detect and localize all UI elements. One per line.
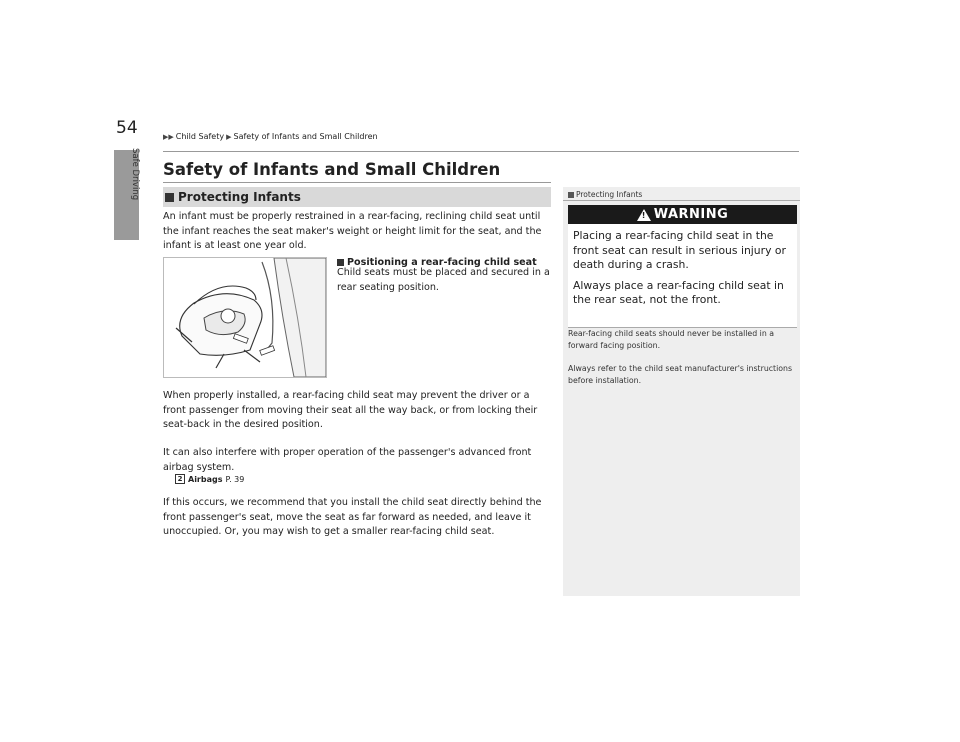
breadcrumb-arrow-icon: ▶ [226, 132, 232, 141]
cross-reference-icon: 2 [175, 474, 185, 484]
page-title: Safety of Infants and Small Children [163, 160, 501, 179]
paragraph-recommendation: If this occurs, we recommend that you install the child seat directly behind the front passenger's seat, move the seat as far forward as needed, and leave it unoccupied. Or, you may wish to get a smaller rear-facing child seat. [163, 497, 542, 537]
side-notes-label-text: Protecting Infants [576, 190, 643, 199]
subsection-heading-text: Positioning a rear-facing child seat [347, 257, 537, 268]
child-seat-illustration [163, 257, 327, 378]
note-forward-facing: Rear-facing child seats should never be installed in a forward facing position. [568, 329, 775, 350]
paragraph-installation: When properly installed, a rear-facing child seat may prevent the driver or a front passenger from moving their seat all the way back, or from locking their seat-back in the desired position. [163, 390, 538, 430]
paragraph-airbag: It can also interfere with proper operation of the passenger's advanced front airbag system. [163, 447, 532, 473]
intro-paragraph: An infant must be properly restrained in a rear-facing, reclining child seat until the infant reaches the seat maker's weight or height limit for the seat, and the infant is at least one year old. [163, 211, 542, 251]
warning-header [568, 205, 797, 224]
side-notes-divider [563, 200, 800, 201]
xref-page: P. 39 [225, 474, 245, 484]
warning-triangle-icon: ! [637, 209, 651, 221]
note-marker-icon [568, 192, 574, 198]
warning-title: WARNING [653, 207, 729, 222]
breadcrumb-arrow-icon: ▶▶ [163, 132, 174, 141]
breadcrumb-item-child-safety[interactable]: Child Safety [175, 132, 225, 141]
xref-label: Airbags [188, 474, 223, 484]
section-header [163, 187, 551, 207]
side-notes-label [568, 190, 642, 199]
breadcrumb-item-current: Safety of Infants and Small Children [233, 132, 378, 141]
warning-text-1: Placing a rear-facing child seat in the front seat can result in serious injury or death during a crash. [573, 229, 786, 271]
title-divider [163, 182, 551, 183]
section-title: Protecting Infants [178, 190, 301, 204]
note-manufacturer-instructions: Always refer to the child seat manufacturer's instructions before installation. [568, 364, 793, 385]
breadcrumb [163, 132, 378, 141]
subsection-text: Child seats must be placed and secured in a rear seating position. [337, 267, 550, 293]
section-square-icon [165, 193, 174, 202]
rear-facing-seat-drawing [164, 258, 326, 377]
side-notes-panel [563, 187, 800, 596]
page-number: 54 [116, 118, 138, 138]
chapter-side-label: Safe Driving [130, 148, 140, 201]
header-divider [163, 151, 799, 152]
warning-box [568, 205, 797, 328]
subsection-square-icon [337, 259, 344, 266]
airbags-cross-reference[interactable] [175, 474, 244, 484]
warning-text-2: Always place a rear-facing child seat in the rear seat, not the front. [573, 278, 784, 306]
